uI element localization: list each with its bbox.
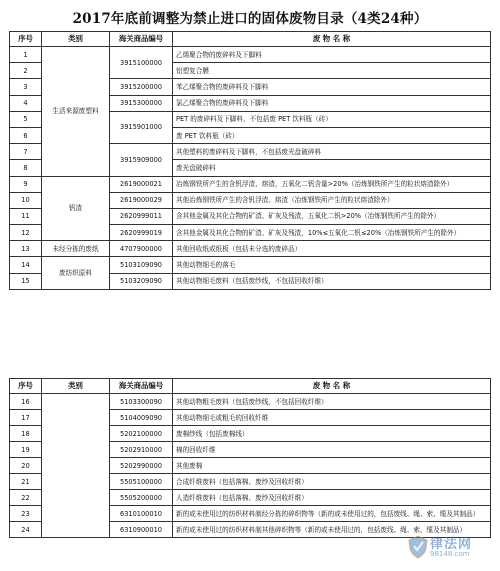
row-no: 22 — [10, 490, 42, 506]
row-no: 7 — [10, 144, 42, 160]
row-no: 5 — [10, 111, 42, 127]
header-code: 海关商品编号 — [110, 379, 173, 394]
row-no: 20 — [10, 458, 42, 474]
table-row — [10, 257, 491, 273]
row-no: 19 — [10, 442, 42, 458]
waste-name: 含其他金属及其化合物的矿渣、矿灰及残渣，10%≤五氧化二钒≤20%（冶炼钢铁所产生的除外） — [173, 225, 491, 241]
header-category: 类别 — [42, 379, 110, 394]
table-row — [10, 47, 491, 63]
code-cell: 2619000021 — [110, 176, 173, 192]
header-no: 序号 — [10, 32, 42, 47]
waste-table-part-2 — [9, 378, 491, 538]
page-title: 2017年底前调整为禁止进口的固体废物目录（4类24种） — [72, 11, 428, 27]
waste-name: 其他动物细毛或粗毛的回收纤维 — [173, 410, 491, 426]
waste-name: 苯乙烯聚合物的废碎料及下脚料 — [173, 79, 491, 95]
code-cell: 2620999019 — [110, 225, 173, 241]
row-no: 2 — [10, 63, 42, 79]
waste-name: 其他动物细毛废料（包括废纱线，不包括回收纤维） — [173, 273, 491, 289]
waste-table-part-1 — [9, 31, 491, 290]
table-row — [10, 176, 491, 192]
shield-logo-icon — [408, 535, 428, 559]
row-no: 13 — [10, 241, 42, 257]
row-no: 6 — [10, 127, 42, 143]
waste-name: 新的或未使用过的纺织材料制其他碎织物等（新的或未使用过的，包括废线、绳、索、缆及其制品） — [173, 522, 491, 538]
waste-name: 人造纤维废料（包括落棉、废纱及回收纤维） — [173, 490, 491, 506]
table-header-row — [10, 379, 491, 394]
header-name: 废 物 名 称 — [173, 32, 491, 47]
row-no: 14 — [10, 257, 42, 273]
watermark-url: 98148.com — [430, 550, 470, 558]
code-cell: 2620999011 — [110, 208, 173, 224]
row-no: 9 — [10, 176, 42, 192]
code-cell: 5202100000 — [110, 426, 173, 442]
row-no: 24 — [10, 522, 42, 538]
waste-name: 废棉纱线（包括废棉线） — [173, 426, 491, 442]
watermark-text: 律法网 — [430, 537, 473, 552]
table-row — [10, 241, 491, 257]
waste-name: 含其他金属及其化合物的矿渣、矿灰及残渣，五氧化二钒>20%（冶炼钢铁所产生的除外） — [173, 208, 491, 224]
row-no: 18 — [10, 426, 42, 442]
code-cell: 5103300090 — [110, 394, 173, 410]
row-no: 11 — [10, 208, 42, 224]
row-no: 23 — [10, 506, 42, 522]
waste-name: 其他冶炼钢铁所产生的含钒浮渣、熔渣（冶炼钢铁所产生的粒状熔渣除外） — [173, 192, 491, 208]
row-no: 21 — [10, 474, 42, 490]
row-no: 10 — [10, 192, 42, 208]
waste-name: 其他回收纸或纸板（包括未分选的废碎品） — [173, 241, 491, 257]
table-row — [10, 394, 491, 410]
code-cell: 4707900000 — [110, 241, 173, 257]
category-cell: 未经分拣的废纸 — [42, 241, 110, 257]
waste-name: 其他动物粗毛废料（包括废纱线，不包括回收纤维） — [173, 394, 491, 410]
row-no: 4 — [10, 95, 42, 111]
header-no: 序号 — [10, 379, 42, 394]
waste-name: 合成纤维废料（包括落棉、废纱及回收纤维） — [173, 474, 491, 490]
category-cell-empty — [42, 394, 110, 538]
code-cell: 3915100000 — [110, 47, 173, 79]
code-cell: 2619000029 — [110, 192, 173, 208]
waste-name: 氯乙烯聚合物的废碎料及下脚料 — [173, 95, 491, 111]
waste-name: 新的或未使用过的纺织材料制经分拣的碎织物等（新的或未使用过的，包括废线、绳、索、缆及其制品） — [173, 506, 491, 522]
waste-name: 冶炼钢铁所产生的含钒浮渣、熔渣，五氧化二钒含量>20%（冶炼钢铁所产生的粒状熔渣除外） — [173, 176, 491, 192]
waste-name: 其他动物细毛的落毛 — [173, 257, 491, 273]
waste-name: 其他塑料的废碎料及下脚料，不包括废光盘破碎料 — [173, 144, 491, 160]
waste-name: PET 的废碎料及下脚料，不包括废 PET 饮料瓶（砖） — [173, 111, 491, 127]
waste-name: 棉的回收纤维 — [173, 442, 491, 458]
code-cell: 5202910000 — [110, 442, 173, 458]
row-no: 15 — [10, 273, 42, 289]
code-cell: 3915200000 — [110, 79, 173, 95]
code-cell: 5103109090 — [110, 257, 173, 273]
row-no: 16 — [10, 394, 42, 410]
row-no: 12 — [10, 225, 42, 241]
row-no: 3 — [10, 79, 42, 95]
category-cell: 生活来源废塑料 — [42, 47, 110, 177]
header-code: 海关商品编号 — [110, 32, 173, 47]
code-cell: 5505200000 — [110, 490, 173, 506]
code-cell: 6310100010 — [110, 506, 173, 522]
code-cell: 5505100000 — [110, 474, 173, 490]
waste-name: 铝塑复合膜 — [173, 63, 491, 79]
waste-name: 乙烯聚合物的废碎料及下脚料 — [173, 47, 491, 63]
code-cell: 6310900010 — [110, 522, 173, 538]
waste-name: 废 PET 饮料瓶（砖） — [173, 127, 491, 143]
table-header-row — [10, 32, 491, 47]
waste-name: 废光盘破碎料 — [173, 160, 491, 176]
row-no: 17 — [10, 410, 42, 426]
waste-name: 其他废棉 — [173, 458, 491, 474]
code-cell: 3915901000 — [110, 111, 173, 143]
category-cell: 废纺织原料 — [42, 257, 110, 289]
code-cell: 3915909000 — [110, 144, 173, 176]
site-watermark — [408, 533, 494, 563]
header-category: 类别 — [42, 32, 110, 47]
row-no: 8 — [10, 160, 42, 176]
code-cell: 5202990000 — [110, 458, 173, 474]
code-cell: 3915300000 — [110, 95, 173, 111]
category-cell: 钒渣 — [42, 176, 110, 241]
code-cell: 5103209090 — [110, 273, 173, 289]
row-no: 1 — [10, 47, 42, 63]
header-name: 废 物 名 称 — [173, 379, 491, 394]
code-cell: 5104009090 — [110, 410, 173, 426]
